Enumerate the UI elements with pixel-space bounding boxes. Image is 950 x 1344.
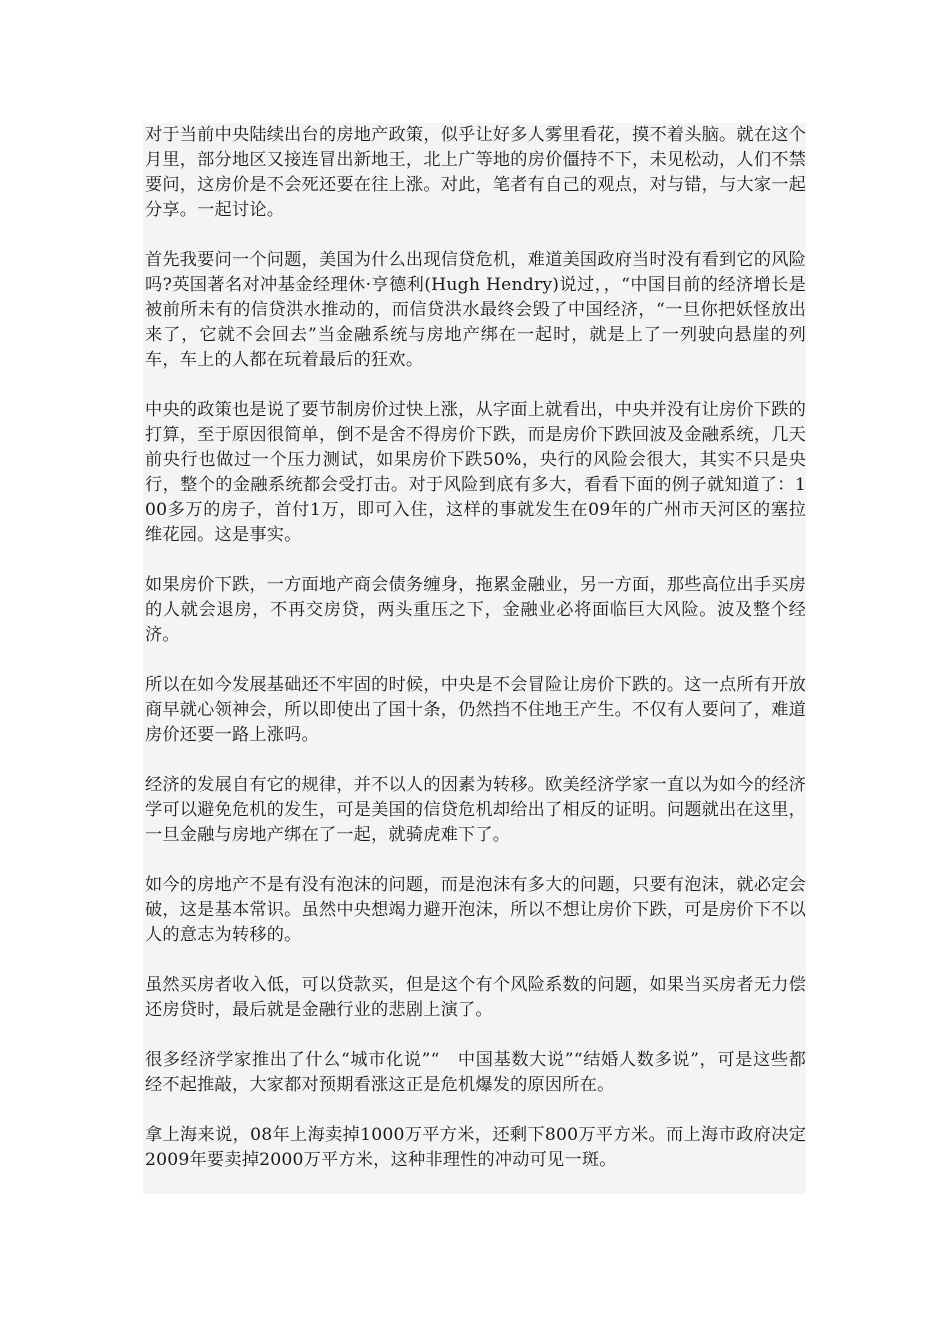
paragraph-7: 如今的房地产不是有没有泡沫的问题，而是泡沫有多大的问题，只要有泡沫，就必定会破，这是基本常识。虽然中央想竭力避开泡沫，所以不想让房价下跌，可是房价下不以人的意志为转移的。 xyxy=(145,875,806,945)
paragraph-2: 首先我要问一个问题，美国为什么出现信贷危机，难道美国政府当时没有看到它的风险吗?英国著名对冲基金经理休·亨德利(Hugh Hendry)说过，，“中国目前的经济增长是被前所未有的信贷洪水推动的，而信贷洪水最终会毁了中国经济，“一旦你把妖怪放出来了，它就不会回去”当金融系统与房地产绑在一起时，就是上了一列驶向悬崖的列车，车上的人都在玩着最后的狂欢。 xyxy=(145,250,806,370)
paragraph-4: 如果房价下跌，一方面地产商会债务缠身，拖累金融业，另一方面，那些高位出手买房的人就会退房，不再交房贷，两头重压之下，金融业必将面临巨大风险。波及整个经济。 xyxy=(145,575,806,645)
paragraph-10: 拿上海来说，08年上海卖掉1000万平方米，还剩下800万平方米。而上海市政府决定2009年要卖掉2000万平方米，这种非理性的冲动可见一斑。 xyxy=(145,1125,806,1170)
paragraph-5: 所以在如今发展基础还不牢固的时候，中央是不会冒险让房价下跌的。这一点所有开放商早就心领神会，所以即使出了国十条，仍然挡不住地王产生。不仅有人要问了，难道房价还要一路上涨吗。 xyxy=(145,675,806,745)
article-body xyxy=(143,123,806,1194)
paragraph-3: 中央的政策也是说了要节制房价过快上涨，从字面上就看出，中央并没有让房价下跌的打算，至于原因很简单，倒不是舍不得房价下跌，而是房价下跌回波及金融系统，几天前央行也做过一个压力测试，如果房价下跌50%，央行的风险会很大，其实不只是央行，整个的金融系统都会受打击。对于风险到底有多大，看看下面的例子就知道了：100多万的房子，首付1万，即可入住，这样的事就发生在09年的广州市天河区的塞拉维花园。这是事实。 xyxy=(145,400,806,545)
paragraph-1: 对于当前中央陆续出台的房地产政策，似乎让好多人雾里看花，摸不着头脑。就在这个月里，部分地区又接连冒出新地王，北上广等地的房价僵持不下，未见松动，人们不禁要问，这房价是不会死还要在往上涨。对此，笔者有自己的观点，对与错，与大家一起分享。一起讨论。 xyxy=(145,125,806,220)
paragraph-6: 经济的发展自有它的规律，并不以人的因素为转移。欧美经济学家一直以为如今的经济学可以避免危机的发生，可是美国的信贷危机却给出了相反的证明。问题就出在这里，一旦金融与房地产绑在了一起，就骑虎难下了。 xyxy=(145,775,806,845)
paragraph-9: 很多经济学家推出了什么“城市化说”“ 中国基数大说”“结婚人数多说”，可是这些都经不起推敲，大家都对预期看涨这正是危机爆发的原因所在。 xyxy=(145,1050,806,1095)
paragraph-8: 虽然买房者收入低，可以贷款买，但是这个有个风险系数的问题，如果当买房者无力偿还房贷时，最后就是金融行业的悲剧上演了。 xyxy=(145,975,806,1020)
